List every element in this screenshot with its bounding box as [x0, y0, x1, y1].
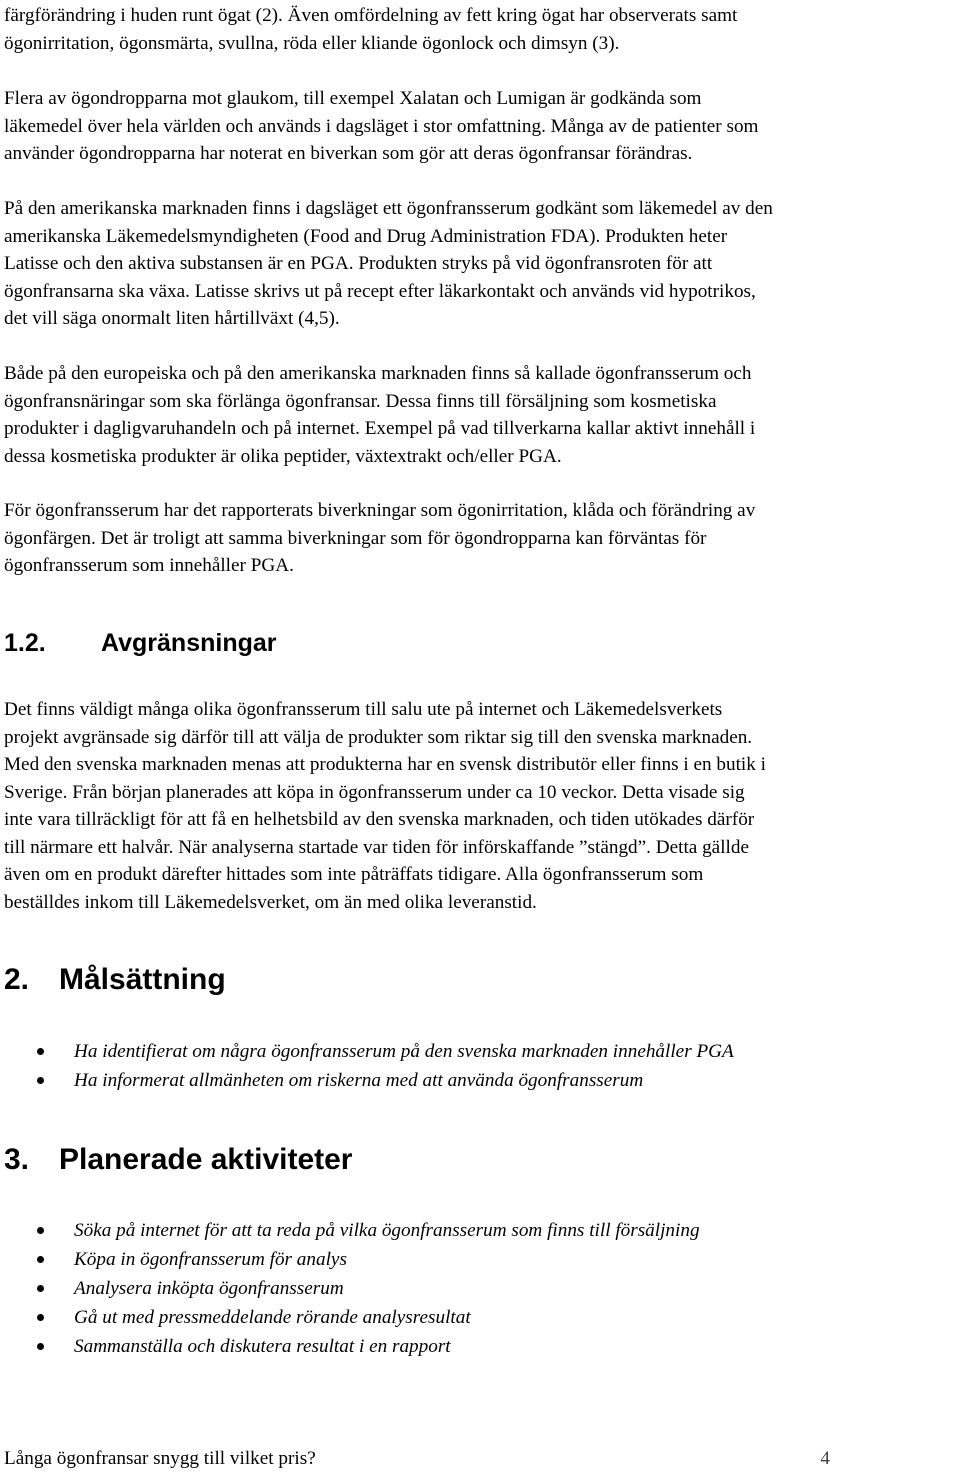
text-line: ögonfransserum som innehåller PGA. [4, 555, 294, 576]
bullet-icon [37, 1285, 44, 1292]
list-item-text: Sammanställa och diskutera resultat i en rapport [74, 1336, 451, 1357]
paragraph-side-effects [4, 2, 960, 57]
text-line: till närmare ett halvår. När analyserna startade var tiden för införskaffande ”stängd”. Detta gällde [4, 836, 749, 858]
list-item [0, 1216, 700, 1245]
text-line: ögonirritation, ögonsmärta, svullna, röda eller kliande ögonlock och dimsyn (3). [4, 32, 620, 54]
page-number: 4 [820, 1448, 830, 1469]
text-line: amerikanska Läkemedelsmyndigheten (Food and Drug Administration FDA). Produkten heter [4, 225, 728, 247]
page-footer [4, 1447, 830, 1471]
paragraph-cosmetic-serums [4, 360, 960, 470]
list-item [0, 1037, 734, 1066]
goals-list [0, 1037, 734, 1095]
text-line: läkemedel över hela världen och används i dagsläget i stor omfattning. Många av de patienter som [4, 115, 759, 137]
text-line: produkter i dagligvaruhandeln och på internet. Exempel på vad tillverkarna kallar aktivt innehåll i [4, 418, 756, 439]
text-line: även om en produkt därefter hittades som inte påträffats tidigare. Alla ögonfransserum som [4, 864, 704, 885]
list-item-text: Analysera inköpta ögonfransserum [74, 1278, 344, 1299]
text-line: För ögonfransserum har det rapporterats biverkningar som ögonirritation, klåda och förändring av [4, 500, 756, 521]
list-item [0, 1332, 700, 1361]
section-number: 3. [4, 1143, 30, 1176]
text-line: dessa kosmetiska produkter är olika peptider, växtextrakt och/eller PGA. [4, 445, 562, 467]
paragraph-glaucoma-drops [4, 85, 960, 168]
section-heading-malsattning [4, 962, 226, 998]
text-line: Sverige. Från början planerades att köpa in ögonfransserum under ca 10 veckor. Detta visade sig [4, 781, 745, 803]
text-line: färgförändring i huden runt ögat (2). Även omfördelning av fett kring ögat har observerats samt [4, 5, 738, 26]
text-line: Det finns väldigt många olika ögonfransserum till salu ute på internet och Läkemedelsverkets [4, 699, 723, 720]
bullet-icon [37, 1077, 44, 1084]
text-line: ögonfransarna ska växa. Latisse skrivs ut på recept efter läkarkontakt och används vid hypotrikos, [4, 280, 756, 302]
list-item [0, 1066, 734, 1095]
text-line: beställdes inkom till Läkemedelsverket, om än med olika leveranstid. [4, 891, 537, 913]
bullet-icon [37, 1314, 44, 1321]
text-line: inte vara tillräckligt för att få en helhetsbild av den svenska marknaden, och tiden utökades därför [4, 809, 755, 830]
text-line: ögonfärgen. Det är troligt att samma biverkningar som för ögondropparna kan förväntas för [4, 527, 707, 549]
text-line: Både på den europeiska och på den amerikanska marknaden finns så kallade ögonfransserum och [4, 363, 752, 384]
list-item [0, 1303, 700, 1332]
list-item-text: Ha informerat allmänheten om riskerna med att använda ögonfransserum [74, 1070, 644, 1091]
text-line: Med den svenska marknaden menas att produkterna har en svensk distributör eller finns i en butik i [4, 754, 766, 775]
section-title: Planerade aktiviteter [59, 1143, 353, 1176]
text-line: använder ögondropparna har noterat en biverkan som gör att deras ögonfransar förändras. [4, 143, 693, 164]
activities-list [0, 1216, 700, 1361]
text-line: projekt avgränsade sig därför till att välja de produkter som riktar sig till den svenska marknaden. [4, 726, 753, 748]
section-number: 1.2. [4, 629, 46, 657]
text-line: ögonfransnäringar som ska förlänga ögonfransar. Dessa finns till försäljning som kosmetiska [4, 390, 717, 412]
section-title: Målsättning [59, 963, 226, 996]
list-item-text: Ha identifierat om några ögonfransserum på den svenska marknaden innehåller PGA [74, 1041, 734, 1062]
text-line: Flera av ögondropparna mot glaukom, till exempel Xalatan och Lumigan är godkända som [4, 88, 702, 109]
list-item [0, 1274, 700, 1303]
bullet-icon [37, 1256, 44, 1263]
paragraph-delimitations [4, 696, 960, 916]
section-title: Avgränsningar [101, 629, 277, 657]
list-item-text: Söka på internet för att ta reda på vilka ögonfransserum som finns till försäljning [74, 1220, 700, 1241]
list-item [0, 1245, 700, 1274]
section-heading-planerade-aktiviteter [4, 1142, 352, 1178]
bullet-icon [37, 1048, 44, 1055]
bullet-icon [37, 1343, 44, 1350]
paragraph-latisse [4, 195, 960, 333]
list-item-text: Gå ut med pressmeddelande rörande analysresultat [74, 1307, 471, 1328]
footer-title: Långa ögonfransar snygg till vilket pris? [4, 1448, 316, 1469]
list-item-text: Köpa in ögonfransserum för analys [74, 1249, 347, 1270]
section-number: 2. [4, 963, 30, 996]
section-heading-avgransningar [4, 628, 277, 658]
text-line: Latisse och den aktiva substansen är en PGA. Produkten stryks på vid ögonfransroten för att [4, 253, 713, 274]
text-line: På den amerikanska marknaden finns i dagsläget ett ögonfransserum godkänt som läkemedel av den [4, 198, 773, 219]
paragraph-serum-side-effects [4, 497, 960, 580]
text-line: det vill säga onormalt liten hårtillväxt (4,5). [4, 308, 340, 329]
bullet-icon [37, 1227, 44, 1234]
